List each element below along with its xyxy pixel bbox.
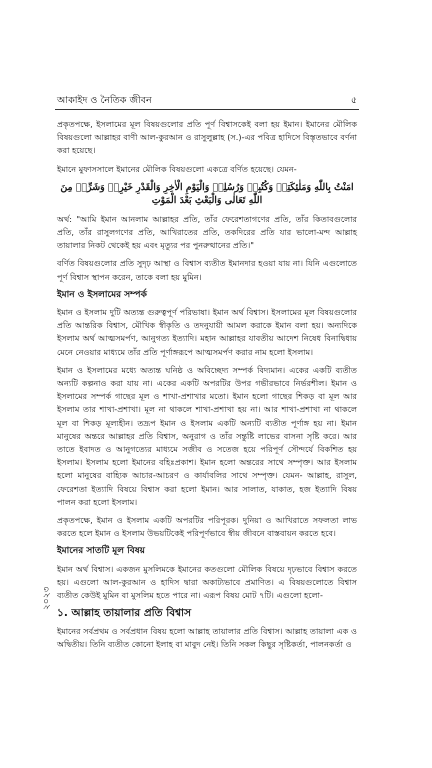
section-heading-relation: ইমান ও ইসলামের সম্পর্ক <box>57 289 147 300</box>
page-number: ৫ <box>350 94 357 106</box>
mumin-paragraph: বর্ণিত বিষয়গুলোর প্রতি সুদৃঢ় আস্থা ও বিশ্বাস ব্যতীত ইমানদার হওয়া যায় না। যিনি এগুলোতে পূর্ণ বিশ্বাস স্থাপন করেন, তাকে বলা হয় মুমিন। <box>57 258 357 282</box>
book-title: আকাইদ ও নৈতিক জীবন <box>57 94 152 106</box>
complement-paragraph: প্রকৃতপক্ষে, ইমান ও ইসলাম একটি অপরটির পরিপূরক। দুনিয়া ও আখিরাতে সফলতা লাভ করতে হলে ইমান ও ইসলাম উভয়টিকেই পরিপূর্ণভাবে স্বীয় জীবনে বাস্তবায়ন করতে হবে। <box>57 515 357 539</box>
section-heading-seven: ইমানের সাতটি মূল বিষয় <box>57 546 145 557</box>
mufassal-intro: ইমানে মুফাসসালে ইমানের মৌলিক বিষয়গুলো একত্রে বর্ণিত হয়েছে। যেমন- <box>57 163 297 174</box>
relation-paragraph: ইমান ও ইসলামের মধ্যে অত্যন্ত ঘনিষ্ঠ ও অবিচ্ছেদ্য সম্পর্ক বিদ্যমান। একের একটি ব্যতীত অন্যটি কল্পনাও করা যায় না। একের একটি অপরটির উপর গভীরভাবে নির্ভরশীল। ইমান ও ইসলামের সম্পর্ক গাছের মূল ও শাখা-প্রশাখার মতো। ইমান হলো গাছের শিকড় বা মূল আর ইসলাম তার শাখা-প্রশাখা। মূল না থাকলে শাখা-প্রশাখা হয় না। আর শাখা-প্রশাখা না থাকলে মূল বা শিকড় মূল্যহীন। তদ্রূপ ইমান ও ইসলাম একটি অন্যটি ব্যতীত পূর্ণাঙ্গ হয় না। ইমান মানুষের অন্তরে আল্লাহর প্রতি বিশ্বাস, অনুরাগ ও তাঁর সন্তুষ্টি লাভের বাসনা সৃষ্টি করে। আর তাতে ইবাদত ও আনুগত্যের মাধ্যমে সজীব ও সতেজ হয়ে পরিপূর্ণ সৌন্দর্যে বিকশিত হয় ইসলাম। ইসলাম হলো ইমানের বহিঃপ্রকাশ। ইমান হলো অন্তরের সাথে সম্পৃক্ত। আর ইসলাম হলো মানুষের বাহ্যিক আচার-আচরণ ও কার্যাবলির সাথে সম্পৃক্ত। যেমন- আল্লাহ, রাসুল, ফেরেশতা ইত্যাদি বিষয়ে বিশ্বাস করা হলো ইমান। আর সালাত, যাকাত, হজ ইত্যাদি বিষয় পালন করা হলো ইসলাম। <box>57 364 357 507</box>
arabic-verse: امَنْتُ بِاللّٰهِ وَمَلٰئِكَتِهٖ وَكُتُبِهٖ وَرُسُلِهٖ وَالْيَوْمِ الْاٰخِرِ وَالْقَدْرِ خَيْرِهٖ وَشَرِّهٖ مِنَ اللّٰهِ تَعَالٰى وَالْبَعْثِ بَعْدَ الْمَوْتِ <box>60 181 354 206</box>
running-header <box>57 94 357 108</box>
side-year-mark: ২০২৩ <box>42 586 52 610</box>
seven-intro-paragraph: ইমান অর্থ বিশ্বাস। একজন মুসলিমকে ইমানের কতগুলো মৌলিক বিষয়ে দৃঢ়ভাবে বিশ্বাস করতে হয়। এগুলো আল-কুরআন ও হাদিস দ্বারা অকাট্যভাবে প্রমাণিত। এ বিষয়গুলোতে বিশ্বাস ব্যতীত কেউই মুমিন বা মুসলিম হতে পারে না। এরূপ বিষয় মোট ৭টি। এগুলো হলো- <box>57 563 357 601</box>
subheading-belief-allah: ১. আল্লাহ তায়ালার প্রতি বিশ্বাস <box>57 607 192 620</box>
definition-paragraph: ইমান ও ইসলাম দুটি অত্যন্ত গুরুত্বপূর্ণ পরিভাষা। ইমান অর্থ বিশ্বাস। ইসলামের মূল বিষয়গুলোর প্রতি আন্তরিক বিশ্বাস, মৌখিক স্বীকৃতি ও তদনুযায়ী আমল করাকে ইমান বলা হয়। অন্যদিকে ইসলাম অর্থ আত্মসমর্পণ, আনুগত্য ইত্যাদি। মহান আল্লাহর যাবতীয় আদেশ নিষেধ বিনাদ্বিধায় মেনে নেওয়ার মাধ্যমে তাঁর প্রতি পূর্ণাঙ্গরূপে আত্মসমর্পণ করার নাম হলো ইসলাম। <box>57 307 357 357</box>
intro-paragraph: প্রকৃতপক্ষে, ইসলামের মূল বিষয়গুলোর প্রতি পূর্ণ বিশ্বাসকেই বলা হয় ইমান। ইমানের মৌলিক বিষয়গুলো আল্লাহর বাণী আল-কুরআন ও রাসুলুল্লাহ (স.)-এর পবিত্র হাদিসে বিস্তৃতভাবে বর্ণনা করা হয়েছে। <box>57 119 357 156</box>
allah-paragraph: ইমানের সর্বপ্রথম ও সর্বপ্রধান বিষয় হলো আল্লাহ তায়ালার প্রতি বিশ্বাস। আল্লাহ তায়ালা এক ও অদ্বিতীয়। তিনি ব্যতীত কোনো ইলাহ বা মাবুদ নেই। তিনি সকল কিছুর সৃষ্টিকর্তা, পালনকর্তা ও <box>57 625 357 649</box>
page-body <box>57 118 357 656</box>
header-rule <box>55 109 359 110</box>
translation-paragraph: অর্থ: "আমি ইমান আনলাম আল্লাহর প্রতি, তাঁর ফেরেশতাগণের প্রতি, তাঁর কিতাবগুলোর প্রতি, তাঁর রাসুলগণের প্রতি, আখিরাতের প্রতি, তকদিরের প্রতি যার ভালো-মন্দ আল্লাহ তায়ালার নিকট থেকেই হয় এবং মৃত্যুর পর পুনরুত্থানের প্রতি।" <box>57 213 357 251</box>
